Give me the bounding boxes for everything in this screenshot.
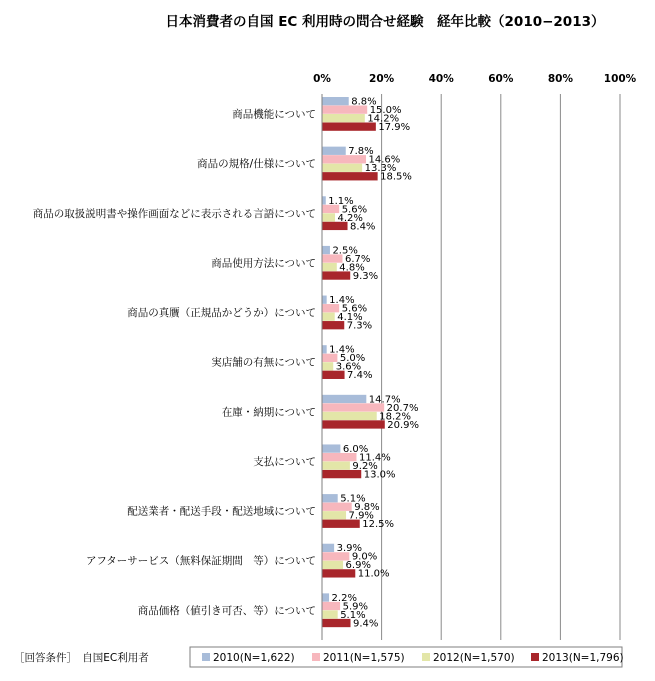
data-label: 9.2% [352, 460, 378, 472]
data-label: 1.1% [328, 195, 354, 207]
legend-swatch [422, 653, 430, 661]
category-label: 商品の真贋（正規品かどうか）について [127, 307, 316, 320]
bar [323, 313, 335, 321]
data-label: 9.4% [353, 618, 379, 630]
chart-title: 日本消費者の自国 EC 利用時の問合せ経験 経年比較（2010−2013） [165, 14, 605, 30]
bar [323, 511, 347, 519]
data-label: 5.9% [342, 601, 368, 613]
data-label: 6.0% [342, 443, 369, 455]
bar [323, 362, 334, 370]
data-label: 7.8% [348, 146, 374, 158]
x-tick-label: 60% [488, 73, 514, 85]
data-label: 17.9% [378, 122, 411, 133]
data-label: 1.4% [329, 344, 355, 356]
data-label: 5.6% [341, 204, 368, 216]
bar [323, 395, 367, 403]
data-label: 14.2% [367, 113, 400, 125]
data-label: 8.8% [351, 96, 377, 108]
bar [323, 246, 330, 254]
x-tick-label: 0% [313, 73, 331, 85]
data-label: 4.8% [339, 262, 365, 274]
data-label: 9.3% [352, 270, 379, 282]
bar [323, 114, 365, 122]
legend-swatch [312, 653, 320, 661]
category-labels [33, 108, 316, 617]
data-label: 5.1% [340, 609, 366, 621]
bar [323, 296, 327, 304]
x-tick-label: 100% [603, 73, 637, 85]
bar [323, 420, 385, 428]
data-label: 5.6% [341, 303, 368, 315]
category-label: 商品使用方法について [211, 257, 316, 270]
bar [323, 345, 327, 353]
data-label: 9.0% [351, 551, 378, 563]
x-tick-label: 40% [428, 73, 454, 85]
data-label: 11.0% [357, 568, 390, 580]
data-label: 3.6% [335, 361, 362, 373]
bar [323, 610, 338, 618]
category-label: 支払について [253, 455, 316, 468]
legend-swatch [202, 653, 210, 661]
bar [323, 544, 335, 552]
data-label: 7.4% [347, 370, 373, 382]
data-label: 1.4% [329, 295, 355, 307]
category-label: 商品価格（値引き可否、等）について [137, 604, 316, 617]
data-label: 6.7% [344, 253, 371, 265]
category-label: 実店舗の有無について [211, 356, 316, 369]
category-label: 商品の取扱説明書や操作画面などに表示される言語について [32, 207, 316, 220]
bar [323, 444, 341, 452]
data-label: 7.9% [348, 510, 374, 522]
data-label: 5.1% [340, 493, 366, 505]
data-label: 4.1% [337, 312, 363, 324]
data-label: 2.2% [331, 592, 357, 604]
data-label: 13.3% [364, 163, 397, 175]
footnote: ［回答条件］ 自国EC利用者 [14, 652, 149, 664]
bar [323, 461, 350, 469]
legend-label: 2011(N=1,575) [323, 652, 405, 664]
data-label: 15.0% [369, 105, 402, 116]
data-label: 8.4% [350, 221, 376, 233]
data-label: 18.2% [379, 411, 412, 423]
bar [323, 494, 338, 502]
bar [323, 561, 344, 569]
bar [323, 196, 326, 204]
bar [323, 164, 363, 172]
data-label: 11.4% [358, 452, 391, 464]
bar [323, 412, 377, 420]
data-label: 20.7% [386, 402, 419, 414]
legend-label: 2013(N=1,796) [542, 652, 624, 664]
category-label: 商品の規格/仕様について [197, 158, 316, 171]
bar [323, 147, 346, 155]
data-label: 14.6% [368, 154, 401, 166]
bar [323, 213, 336, 221]
x-axis-ticks [313, 73, 637, 85]
data-label: 5.0% [339, 353, 366, 365]
category-label: 配送業者・配送手段・配送地域について [127, 505, 316, 518]
legend-label: 2012(N=1,570) [433, 652, 515, 664]
data-label: 13.0% [363, 469, 396, 481]
data-label: 20.9% [387, 419, 420, 431]
data-label: 2.5% [332, 245, 358, 257]
data-label: 14.7% [368, 394, 401, 406]
x-tick-label: 20% [369, 73, 395, 85]
legend-swatch [531, 653, 539, 661]
data-label: 12.5% [362, 519, 395, 531]
category-label: 在庫・納期について [221, 406, 316, 419]
category-label: 商品機能について [232, 108, 316, 121]
bar [323, 97, 349, 105]
data-label: 9.8% [354, 502, 380, 514]
data-label: 7.3% [346, 320, 373, 332]
data-label: 6.9% [345, 560, 371, 572]
bar [323, 593, 330, 601]
data-label: 18.5% [380, 171, 412, 183]
legend-label: 2010(N=1,622) [213, 652, 295, 664]
data-label: 3.9% [336, 543, 363, 555]
data-label: 4.2% [337, 212, 363, 224]
bar [323, 263, 337, 271]
x-tick-label: 80% [547, 73, 573, 85]
category-label: アフターサービス（無料保証期間 等）について [85, 555, 316, 568]
